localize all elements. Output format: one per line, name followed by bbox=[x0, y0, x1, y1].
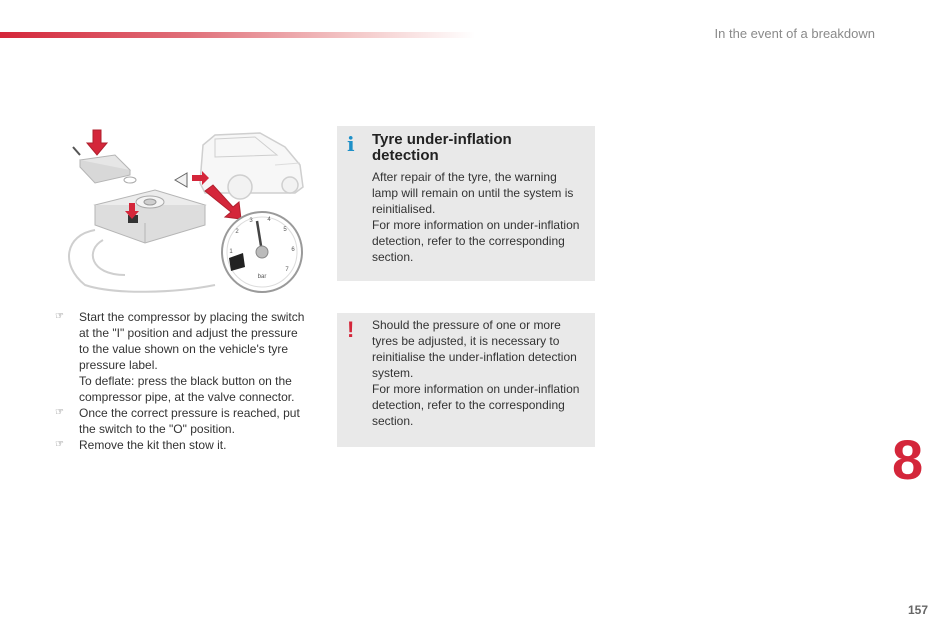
svg-text:4: 4 bbox=[267, 217, 271, 223]
instruction-item: ☞ Remove the kit then stow it. bbox=[55, 438, 227, 452]
warning-icon: ! bbox=[347, 317, 355, 342]
svg-text:3: 3 bbox=[249, 218, 253, 224]
warning-box-pressure bbox=[337, 313, 595, 447]
instruction-item: ☞ Start the compressor by placing the switch at the "I" position and adjust the pressure to the value shown on the vehicle's tyre pressure label. To deflate: press the black button on the compressor pipe, at the valve connector. bbox=[55, 310, 305, 404]
svg-text:7: 7 bbox=[285, 267, 289, 273]
warning-box-body: Should the pressure of one or more tyres be adjusted, it is necessary to reinitialise the under-inflation detection system. For more information on under-inflation detection, refer to the corresponding section. bbox=[372, 318, 580, 428]
svg-text:1: 1 bbox=[229, 249, 233, 255]
info-box-body: After repair of the tyre, the warning lamp will remain on until the system is reinitialised. For more information on under-inflation detection, refer to the corresponding section. bbox=[372, 170, 580, 264]
info-box-tyre-under-inflation bbox=[337, 126, 595, 281]
info-box-title: Tyre under-inflation detection bbox=[372, 131, 512, 164]
pointing-hand-icon: ☞ bbox=[55, 439, 64, 450]
chapter-title: In the event of a breakdown bbox=[714, 26, 875, 41]
svg-text:2: 2 bbox=[235, 229, 239, 235]
chapter-number: 8 bbox=[892, 428, 924, 491]
instruction-list bbox=[55, 309, 317, 453]
compressor-illustration bbox=[55, 125, 315, 295]
page-number: 157 bbox=[907, 603, 928, 617]
pointing-hand-icon: ☞ bbox=[55, 407, 64, 418]
svg-text:5: 5 bbox=[283, 227, 287, 233]
instruction-item: ☞ Once the correct pressure is reached, put the switch to the "O" position. bbox=[55, 406, 300, 436]
pointing-hand-icon: ☞ bbox=[55, 311, 64, 322]
svg-text:6: 6 bbox=[291, 247, 295, 253]
header-accent-bar bbox=[0, 32, 475, 38]
info-icon: i bbox=[347, 132, 355, 156]
svg-text:bar: bar bbox=[257, 274, 267, 280]
